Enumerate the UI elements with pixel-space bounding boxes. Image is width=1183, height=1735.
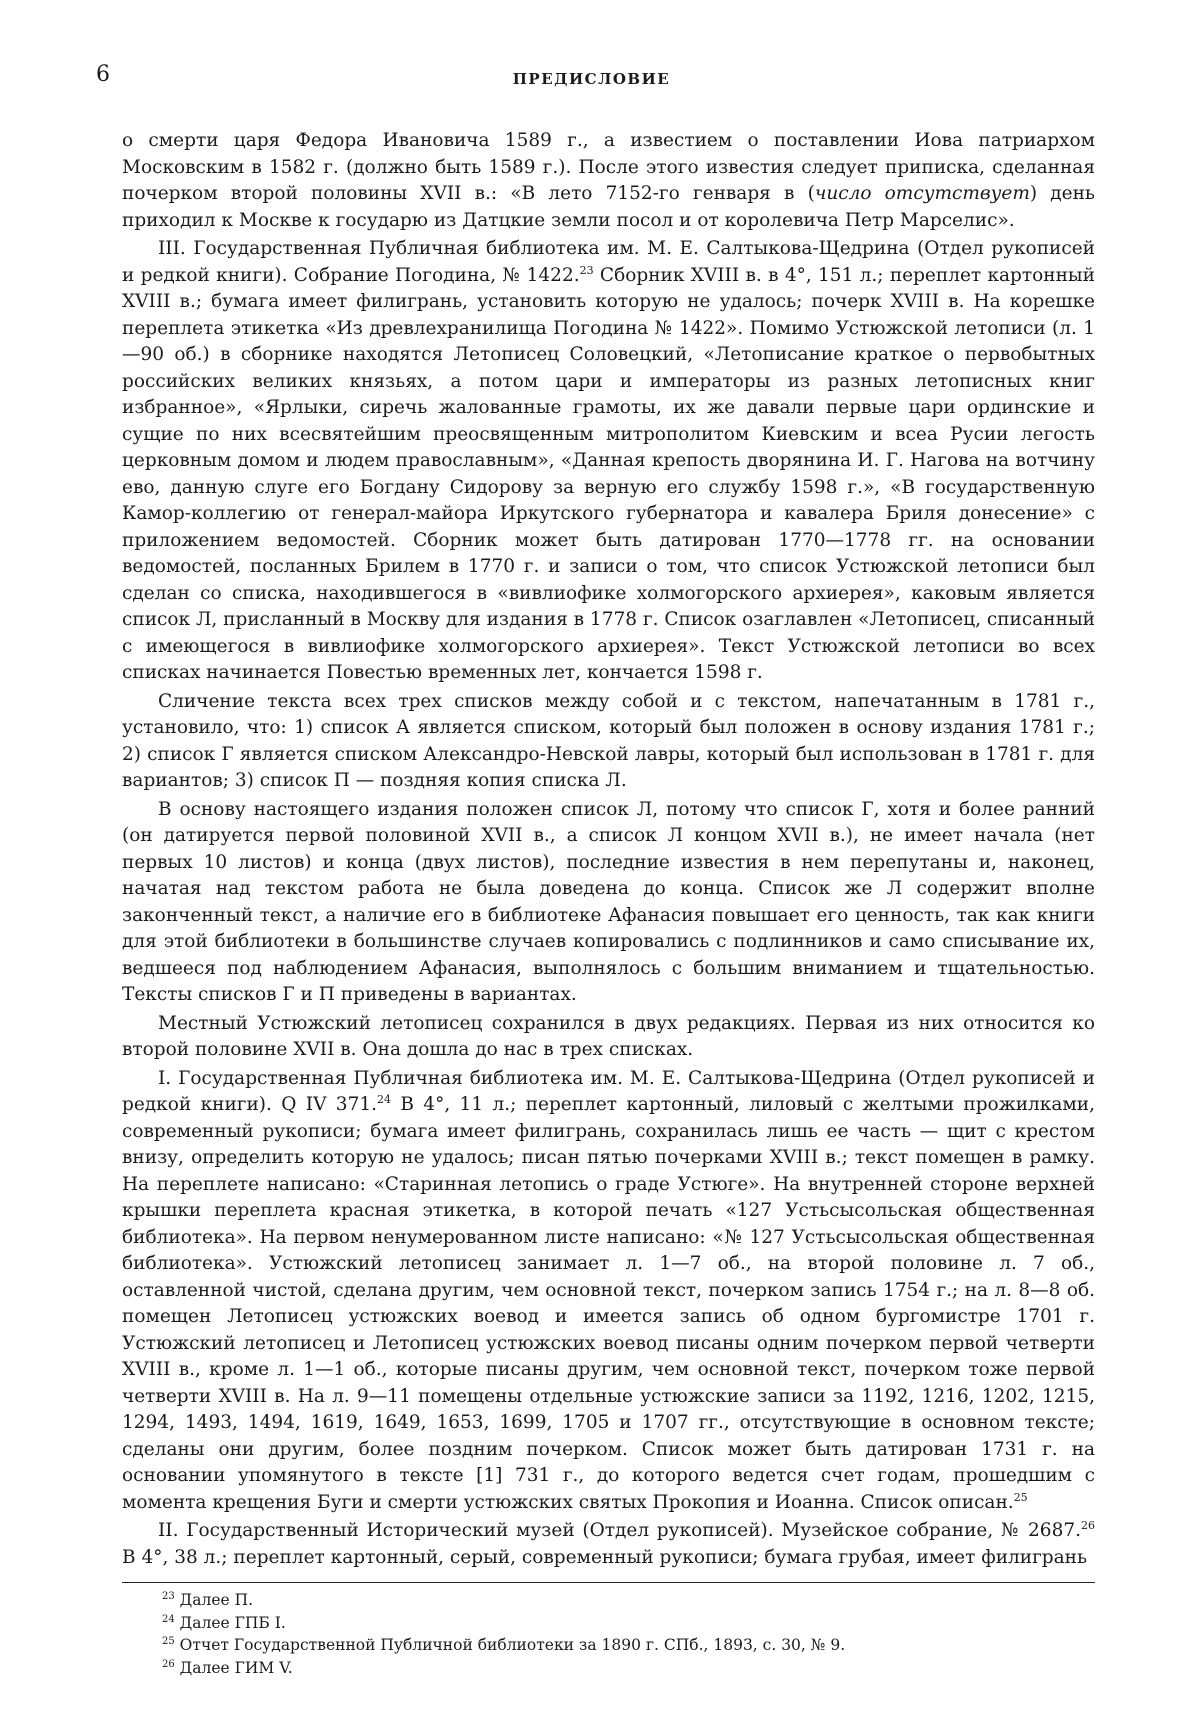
paragraph: В основу настоящего издания положен список Л, потому что список Г, хотя и более ранний (он датируется первой половиной XVII в., а список Л концом XVII в.), не имеет начала (нет первых 10 листов) и конца (двух листов), последние известия в нем перепутаны и, наконец, начатая над текстом работа не была доведена до конца. Список же Л содержит вполне законченный текст, а наличие его в библиотеке Афанасия повышает его ценность, так как книги для этой библиотеки в большинстве случаев копировались с подлинников и само списывание их, ведшееся под наблюдением Афанасия, выполнялось с большим вниманием и тщательностью. Тексты списков Г и П приведены в вариантах. [122, 798, 1095, 1005]
footnote-ref[interactable]: 25 [1013, 1490, 1028, 1504]
paragraph: Сличение текста всех трех списков между собой и с текстом, напечатанным в 1781 г., установило, что: 1) список А является списком, который был положен в основу издания 1781 г.; 2) список Г является списком Александро-Невской лавры, который был использован в 1781 г. для вариантов; 3) список П — поздняя копия списка Л. [122, 690, 1095, 791]
footnote-ref[interactable]: 23 [579, 263, 594, 277]
page-number: 6 [96, 62, 110, 87]
footnotes [122, 1582, 1095, 1679]
footnote-ref[interactable]: 26 [1081, 1518, 1095, 1532]
footnote: $^{23}$ Далее П. [162, 1590, 254, 1609]
main-text [122, 128, 1095, 1571]
footnote: $^{24}$ Далее ГПБ I. [162, 1613, 286, 1632]
paragraph: о смерти царя Федора Ивановича 1589 г., а известием о поставлении Иова патриархом Московским в 1582 г. (должно быть 1589 г.). После этого известия следует приписка, сделанная почерком второй половины XVII в.: «В лето 7152-го генваря в (число отсутствует) день приходил к Москве к государю из Датцкие земли посол и от королевича Петр Марселис». [122, 130, 1096, 231]
paragraph: Местный Устюжский летописец сохранился в двух редакциях. Первая из них относится ко второй половине XVII в. Она дошла до нас в трех списках. [122, 1012, 1095, 1060]
footnote-ref[interactable]: 24 [377, 1092, 391, 1106]
footnote: $^{26}$ Далее ГИМ V. [162, 1658, 293, 1677]
running-title: ПРЕДИСЛОВИЕ [512, 70, 671, 88]
paragraph: II. Государственный Исторический музей (Отдел рукописей). Музейское собрание, № 2687.26 В 4°, 38 л.; переплет картонный, серый, современный рукописи; бумага грубая, имеет филигрань [122, 1518, 1095, 1568]
paragraph: III. Государственная Публичная библиотека им. М. Е. Салтыкова-Щедрина (Отдел рукописей и редкой книги). Собрание Погодина, № 1422.23 Сборник XVIII в. в 4°, 151 л.; переплет картонный XVIII в.; бумага имеет филигрань, установить которую не удалось; почерк XVIII в. На корешке переплета этикетка «Из древлехранилища Погодина № 1422». Помимо Устюжской летописи (л. 1—90 об.) в сборнике находятся Летописец Соловецкий, «Летописание краткое о первобытных российских великих князьях, а потом цари и императоры из разных летописных книг избранное», «Ярлыки, сиречь жалованные грамоты, их же давали первые цари ординские и сущие по них всесвятейшим преосвященным митрополитом Киевским и всеа Русии легость церковным домом и людем православным», «Данная крепость дворянина И. Г. Нагова на вотчину ево, данную слуге его Богдану Сидорову за верную его службу 1598 г.», «В государственную Камор-коллегию от генерал-майора Иркутского губернатора и кавалера Бриля донесение» с приложением ведомостей. Сборник может быть датирован 1770—1778 гг. на основании ведомостей, посланных Брилем в 1770 г. и записи о том, что список Устюжской летописи был сделан со списка, находившегося в «вивлиофике холмогорского архиерея», каковым является список Л, присланный в Москву для издания в 1778 г. Список озаглавлен «Летописец, списанный с имеющегося в вивлиофике холмогорского архиерея». Текст Устюжской летописи во всех списках начинается Повестью временных лет, кончается 1598 г. [122, 238, 1095, 683]
paragraph: I. Государственная Публичная библиотека им. М. Е. Салтыкова-Щедрина (Отдел рукописей и редкой книги). Q IV 371.24 В 4°, 11 л.; переплет картонный, лиловый с желтыми прожилками, современный рукописи; бумага имеет филигрань, сохранилась лишь ее часть — щит с крестом внизу, определить которую не удалось; писан пятью почерками XVIII в.; текст помещен в рамку. На переплете написано: «Старинная летопись о граде Устюге». На внутренней стороне верхней крышки переплета красная этикетка, в которой печать «127 Устьсысольская общественная библиотека». На первом ненумерованном листе написано: «№ 127 Устьсысольская общественная библиотека». Устюжский летописец занимает л. 1—7 об., на второй половине л. 7 об., оставленной чистой, сделана другим, чем основной текст, почерком запись 1754 г.; на л. 8—8 об. помещен Летописец устюжских воевод и имеется запись об одном бургомистре 1701 г. Устюжский летописец и Летописец устюжских воевод писаны одним почерком первой четверти XVIII в., кроме л. 1—1 об., которые писаны другим, чем основной текст, почерком тоже первой четверти XVIII в. На л. 9—11 помещены отдельные устюжские записи за 1192, 1216, 1202, 1215, 1294, 1493, 1494, 1619, 1649, 1653, 1699, 1705 и 1707 гг., отсутствующие в основном тексте; сделаны они другим, более поздним почерком. Список может быть датирован 1731 г. на основании упомянутого в тексте [1] 731 г., до которого ведется счет годам, прошедшим с момента крещения Буги и смерти устюжских святых Прокопия и Иоанна. Список описан.$^{25}$ [122, 1067, 1095, 1513]
footnote: $^{25}$ Отчет Государственной Публичной библиотеки за 1890 г. СПб., 1893, с. 30, № 9. [162, 1635, 846, 1654]
